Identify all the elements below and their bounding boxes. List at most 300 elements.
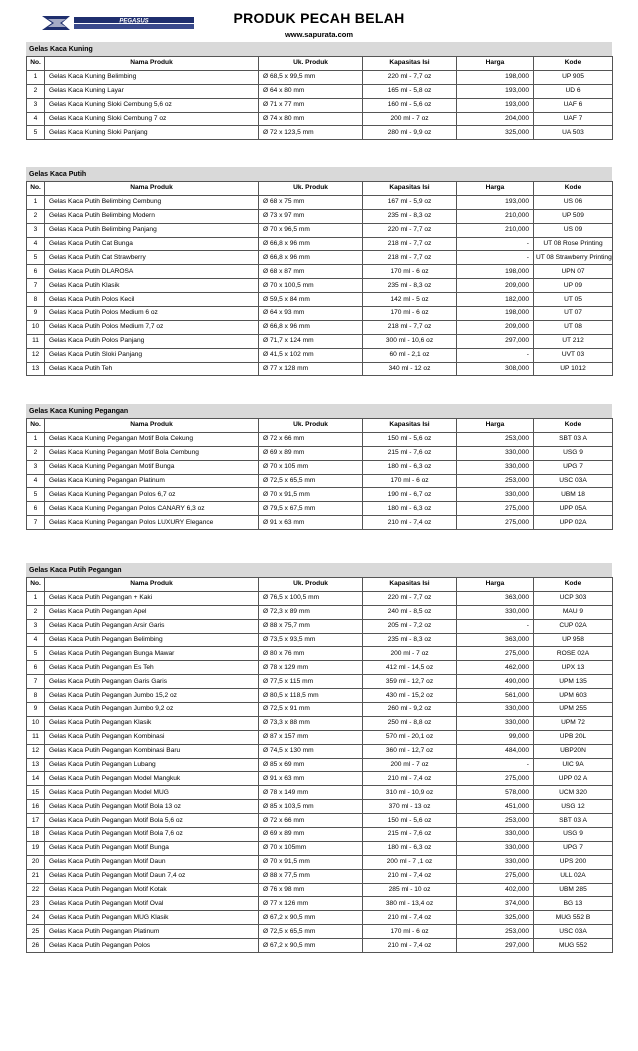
table-row — [27, 925, 613, 939]
cell-kapasitas: 370 ml - 13 oz — [363, 800, 457, 814]
table-row — [27, 84, 613, 98]
cell-kapasitas: 340 ml - 12 oz — [363, 362, 457, 376]
col-header-harga: Harga — [457, 57, 534, 71]
cell-harga: 99,000 — [457, 730, 534, 744]
cell-no: 9 — [27, 703, 45, 717]
cell-kode: USC 03A — [534, 925, 613, 939]
cell-no: 8 — [27, 293, 45, 307]
cell-nama-produk: Gelas Kaca Kuning Pegangan Motif Bunga — [45, 460, 259, 474]
cell-no: 4 — [27, 474, 45, 488]
cell-uk-produk: Ø 91 x 63 mm — [259, 772, 363, 786]
cell-kapasitas: 240 ml - 8,5 oz — [363, 605, 457, 619]
cell-nama-produk: Gelas Kaca Putih Cat Strawberry — [45, 251, 259, 265]
cell-nama-produk: Gelas Kaca Kuning Layar — [45, 84, 259, 98]
cell-uk-produk: Ø 74,5 x 130 mm — [259, 744, 363, 758]
cell-no: 1 — [27, 591, 45, 605]
cell-kode: UCP 303 — [534, 591, 613, 605]
cell-no: 8 — [27, 689, 45, 703]
cell-no: 1 — [27, 70, 45, 84]
col-header-nama: Nama Produk — [45, 182, 259, 196]
cell-kode: UPS 200 — [534, 855, 613, 869]
cell-no: 2 — [27, 605, 45, 619]
cell-kapasitas: 220 ml - 7,7 oz — [363, 223, 457, 237]
cell-kapasitas: 170 ml - 6 oz — [363, 265, 457, 279]
col-header-uk: Uk. Produk — [259, 578, 363, 592]
cell-harga: 363,000 — [457, 591, 534, 605]
cell-uk-produk: Ø 76 x 98 mm — [259, 883, 363, 897]
cell-uk-produk: Ø 70 x 91,5 mm — [259, 488, 363, 502]
cell-kode: UT 07 — [534, 307, 613, 321]
cell-nama-produk: Gelas Kaca Putih Pegangan Garis Garis — [45, 675, 259, 689]
cell-nama-produk: Gelas Kaca Kuning Pegangan Motif Bola Cembung — [45, 446, 259, 460]
col-header-kapasitas: Kapasitas Isi — [363, 182, 457, 196]
cell-no: 18 — [27, 828, 45, 842]
cell-kapasitas: 170 ml - 6 oz — [363, 925, 457, 939]
cell-kapasitas: 210 ml - 7,4 oz — [363, 939, 457, 953]
cell-kapasitas: 218 ml - 7,7 oz — [363, 251, 457, 265]
table-row — [27, 265, 613, 279]
cell-kode: UPG 7 — [534, 460, 613, 474]
table-row — [27, 828, 613, 842]
cell-nama-produk: Gelas Kaca Putih Polos Medium 6 oz — [45, 307, 259, 321]
section-gelas-kaca-kuning-pegangan — [26, 404, 612, 530]
cell-kode: US 06 — [534, 195, 613, 209]
cell-nama-produk: Gelas Kaca Putih Cat Bunga — [45, 237, 259, 251]
cell-uk-produk: Ø 79,5 x 67,5 mm — [259, 502, 363, 516]
cell-kode: UP 1012 — [534, 362, 613, 376]
cell-nama-produk: Gelas Kaca Kuning Sloki Cembung 5,6 oz — [45, 98, 259, 112]
cell-nama-produk: Gelas Kaca Putih Pegangan Es Teh — [45, 661, 259, 675]
cell-kapasitas: 60 ml - 2,1 oz — [363, 348, 457, 362]
cell-harga: 330,000 — [457, 446, 534, 460]
cell-nama-produk: Gelas Kaca Putih Pegangan Motif Bola 5,6 oz — [45, 814, 259, 828]
table-header-row — [27, 419, 613, 433]
cell-kode: CUP 02A — [534, 619, 613, 633]
col-header-harga: Harga — [457, 578, 534, 592]
table-header-row — [27, 57, 613, 71]
cell-nama-produk: Gelas Kaca Putih Pegangan Platinum — [45, 925, 259, 939]
cell-harga: 297,000 — [457, 939, 534, 953]
table-row — [27, 619, 613, 633]
cell-kode: UIC 9A — [534, 758, 613, 772]
cell-nama-produk: Gelas Kaca Putih Pegangan + Kaki — [45, 591, 259, 605]
cell-no: 7 — [27, 516, 45, 530]
col-header-harga: Harga — [457, 419, 534, 433]
cell-nama-produk: Gelas Kaca Kuning Sloki Panjang — [45, 126, 259, 140]
cell-harga: 484,000 — [457, 744, 534, 758]
cell-nama-produk: Gelas Kaca Putih Pegangan Motif Daun 7,4 oz — [45, 869, 259, 883]
cell-uk-produk: Ø 74 x 80 mm — [259, 112, 363, 126]
cell-harga: 275,000 — [457, 772, 534, 786]
cell-nama-produk: Gelas Kaca Putih Belimbing Cembung — [45, 195, 259, 209]
cell-kapasitas: 359 ml - 12,7 oz — [363, 675, 457, 689]
cell-nama-produk: Gelas Kaca Putih Pegangan Motif Daun — [45, 855, 259, 869]
table-row — [27, 869, 613, 883]
cell-nama-produk: Gelas Kaca Putih Pegangan Jumbo 15,2 oz — [45, 689, 259, 703]
cell-uk-produk: Ø 77 x 126 mm — [259, 897, 363, 911]
cell-no: 2 — [27, 446, 45, 460]
cell-uk-produk: Ø 66,8 x 96 mm — [259, 251, 363, 265]
cell-harga: 210,000 — [457, 209, 534, 223]
col-header-uk: Uk. Produk — [259, 182, 363, 196]
cell-no: 17 — [27, 814, 45, 828]
cell-harga: 193,000 — [457, 84, 534, 98]
cell-kode: UPG 7 — [534, 841, 613, 855]
cell-nama-produk: Gelas Kaca Kuning Pegangan Polos LUXURY Elegance — [45, 516, 259, 530]
cell-nama-produk: Gelas Kaca Putih Pegangan Motif Bola 7,6 oz — [45, 828, 259, 842]
cell-kode: MUG 552 B — [534, 911, 613, 925]
cell-kode: MAU 9 — [534, 605, 613, 619]
table-row — [27, 98, 613, 112]
cell-no: 13 — [27, 758, 45, 772]
cell-harga: 182,000 — [457, 293, 534, 307]
cell-uk-produk: Ø 67,2 x 90,5 mm — [259, 939, 363, 953]
cell-harga: 253,000 — [457, 474, 534, 488]
cell-harga: 330,000 — [457, 605, 534, 619]
cell-no: 4 — [27, 112, 45, 126]
cell-uk-produk: Ø 78 x 149 mm — [259, 786, 363, 800]
cell-harga: 363,000 — [457, 633, 534, 647]
col-header-kode: Kode — [534, 57, 613, 71]
table-row — [27, 362, 613, 376]
page-title: PRODUK PECAH BELAH — [233, 10, 405, 26]
cell-no: 22 — [27, 883, 45, 897]
cell-uk-produk: Ø 64 x 93 mm — [259, 307, 363, 321]
cell-kode: UVT 03 — [534, 348, 613, 362]
cell-uk-produk: Ø 87 x 157 mm — [259, 730, 363, 744]
cell-nama-produk: Gelas Kaca Kuning Sloki Cembung 7 oz — [45, 112, 259, 126]
cell-harga: 330,000 — [457, 703, 534, 717]
table-row — [27, 112, 613, 126]
cell-harga: 275,000 — [457, 647, 534, 661]
table-row — [27, 488, 613, 502]
cell-kode: USG 9 — [534, 828, 613, 842]
product-table — [26, 181, 613, 376]
cell-nama-produk: Gelas Kaca Kuning Pegangan Polos 6,7 oz — [45, 488, 259, 502]
cell-kode: UD 6 — [534, 84, 613, 98]
cell-kode: UBP20N — [534, 744, 613, 758]
section-gelas-kaca-kuning — [26, 42, 612, 140]
cell-no: 5 — [27, 251, 45, 265]
cell-nama-produk: Gelas Kaca Putih Pegangan Klasik — [45, 716, 259, 730]
cell-harga: 330,000 — [457, 488, 534, 502]
cell-uk-produk: Ø 88 x 75,7 mm — [259, 619, 363, 633]
col-header-kode: Kode — [534, 419, 613, 433]
table-row — [27, 744, 613, 758]
cell-nama-produk: Gelas Kaca Putih Pegangan Belimbing — [45, 633, 259, 647]
section-title: Gelas Kaca Kuning Pegangan — [26, 404, 612, 418]
cell-no: 7 — [27, 279, 45, 293]
cell-kapasitas: 235 ml - 8,3 oz — [363, 633, 457, 647]
cell-kapasitas: 310 ml - 10,9 oz — [363, 786, 457, 800]
col-header-nama: Nama Produk — [45, 578, 259, 592]
section-title: Gelas Kaca Putih Pegangan — [26, 563, 612, 577]
cell-no: 12 — [27, 744, 45, 758]
cell-no: 15 — [27, 786, 45, 800]
cell-kapasitas: 215 ml - 7,6 oz — [363, 446, 457, 460]
cell-harga: 297,000 — [457, 334, 534, 348]
cell-harga: 253,000 — [457, 925, 534, 939]
cell-kapasitas: 210 ml - 7,4 oz — [363, 516, 457, 530]
cell-uk-produk: Ø 64 x 80 mm — [259, 84, 363, 98]
cell-kapasitas: 570 ml - 20,1 oz — [363, 730, 457, 744]
cell-kode: UA 503 — [534, 126, 613, 140]
cell-uk-produk: Ø 41,5 x 102 mm — [259, 348, 363, 362]
cell-kode: US 09 — [534, 223, 613, 237]
cell-nama-produk: Gelas Kaca Kuning Pegangan Platinum — [45, 474, 259, 488]
cell-kode: UPP 05A — [534, 502, 613, 516]
cell-kapasitas: 360 ml - 12,7 oz — [363, 744, 457, 758]
cell-nama-produk: Gelas Kaca Kuning Belimbing — [45, 70, 259, 84]
cell-harga: - — [457, 348, 534, 362]
cell-nama-produk: Gelas Kaca Putih Klasik — [45, 279, 259, 293]
col-header-no: No. — [27, 419, 45, 433]
cell-uk-produk: Ø 68 x 75 mm — [259, 195, 363, 209]
table-row — [27, 772, 613, 786]
cell-kode: UAF 7 — [534, 112, 613, 126]
cell-kapasitas: 200 ml - 7 ,1 oz — [363, 855, 457, 869]
cell-uk-produk: Ø 69 x 89 mm — [259, 828, 363, 842]
table-row — [27, 209, 613, 223]
cell-harga: 402,000 — [457, 883, 534, 897]
cell-kapasitas: 180 ml - 6,3 oz — [363, 841, 457, 855]
cell-kapasitas: 160 ml - 5,6 oz — [363, 98, 457, 112]
cell-no: 23 — [27, 897, 45, 911]
cell-uk-produk: Ø 70 x 91,5 mm — [259, 855, 363, 869]
cell-kapasitas: 150 ml - 5,6 oz — [363, 814, 457, 828]
cell-nama-produk: Gelas Kaca Putih Pegangan Polos — [45, 939, 259, 953]
cell-nama-produk: Gelas Kaca Kuning Pegangan Polos CANARY 6,3 oz — [45, 502, 259, 516]
table-row — [27, 814, 613, 828]
table-row — [27, 647, 613, 661]
col-header-no: No. — [27, 578, 45, 592]
table-row — [27, 855, 613, 869]
table-row — [27, 800, 613, 814]
section-gelas-kaca-putih-pegangan — [26, 563, 612, 953]
cell-nama-produk: Gelas Kaca Putih Belimbing Panjang — [45, 223, 259, 237]
cell-nama-produk: Gelas Kaca Putih Pegangan Jumbo 9,2 oz — [45, 703, 259, 717]
cell-kapasitas: 167 ml - 5,9 oz — [363, 195, 457, 209]
col-header-kapasitas: Kapasitas Isi — [363, 419, 457, 433]
cell-kode: UBM 18 — [534, 488, 613, 502]
cell-kode: BG 13 — [534, 897, 613, 911]
cell-nama-produk: Gelas Kaca Putih Pegangan Apel — [45, 605, 259, 619]
col-header-kode: Kode — [534, 182, 613, 196]
cell-kode: USG 12 — [534, 800, 613, 814]
cell-uk-produk: Ø 78 x 129 mm — [259, 661, 363, 675]
table-row — [27, 320, 613, 334]
cell-kapasitas: 165 ml - 5,8 oz — [363, 84, 457, 98]
table-row — [27, 911, 613, 925]
cell-uk-produk: Ø 70 x 100,5 mm — [259, 279, 363, 293]
cell-kapasitas: 430 ml - 15,2 oz — [363, 689, 457, 703]
table-row — [27, 237, 613, 251]
col-header-kode: Kode — [534, 578, 613, 592]
table-row — [27, 334, 613, 348]
col-header-uk: Uk. Produk — [259, 57, 363, 71]
cell-harga: 330,000 — [457, 460, 534, 474]
cell-nama-produk: Gelas Kaca Putih Pegangan Motif Kotak — [45, 883, 259, 897]
cell-harga: 275,000 — [457, 502, 534, 516]
cell-kapasitas: 150 ml - 5,6 oz — [363, 432, 457, 446]
cell-no: 4 — [27, 633, 45, 647]
table-row — [27, 70, 613, 84]
cell-no: 2 — [27, 84, 45, 98]
cell-harga: 193,000 — [457, 98, 534, 112]
cell-kode: UT 08 Strawberry Printing — [534, 251, 613, 265]
cell-uk-produk: Ø 76,5 x 100,5 mm — [259, 591, 363, 605]
col-header-no: No. — [27, 182, 45, 196]
cell-nama-produk: Gelas Kaca Putih Pegangan Lubang — [45, 758, 259, 772]
cell-no: 16 — [27, 800, 45, 814]
cell-uk-produk: Ø 72,5 x 65,5 mm — [259, 925, 363, 939]
cell-uk-produk: Ø 80,5 x 118,5 mm — [259, 689, 363, 703]
cell-harga: 325,000 — [457, 911, 534, 925]
table-row — [27, 307, 613, 321]
cell-uk-produk: Ø 66,8 x 96 mm — [259, 320, 363, 334]
cell-no: 6 — [27, 661, 45, 675]
cell-no: 5 — [27, 647, 45, 661]
cell-harga: - — [457, 251, 534, 265]
cell-kapasitas: 170 ml - 6 oz — [363, 474, 457, 488]
table-row — [27, 474, 613, 488]
cell-kode: UP 09 — [534, 279, 613, 293]
cell-kode: USC 03A — [534, 474, 613, 488]
table-header-row — [27, 182, 613, 196]
cell-harga: 330,000 — [457, 828, 534, 842]
cell-harga: 462,000 — [457, 661, 534, 675]
table-row — [27, 939, 613, 953]
cell-no: 5 — [27, 488, 45, 502]
cell-kode: UAF 6 — [534, 98, 613, 112]
cell-kapasitas: 210 ml - 7,4 oz — [363, 772, 457, 786]
cell-nama-produk: Gelas Kaca Putih Pegangan Motif Oval — [45, 897, 259, 911]
cell-kode: UT 05 — [534, 293, 613, 307]
cell-no: 4 — [27, 237, 45, 251]
table-row — [27, 758, 613, 772]
cell-uk-produk: Ø 91 x 63 mm — [259, 516, 363, 530]
cell-no: 19 — [27, 841, 45, 855]
table-row — [27, 883, 613, 897]
table-row — [27, 446, 613, 460]
cell-harga: 198,000 — [457, 307, 534, 321]
table-row — [27, 605, 613, 619]
cell-harga: 210,000 — [457, 223, 534, 237]
cell-harga: 209,000 — [457, 320, 534, 334]
cell-nama-produk: Gelas Kaca Putih Sloki Panjang — [45, 348, 259, 362]
col-header-harga: Harga — [457, 182, 534, 196]
cell-kode: UT 08 — [534, 320, 613, 334]
cell-harga: 330,000 — [457, 841, 534, 855]
cell-kapasitas: 300 ml - 10,6 oz — [363, 334, 457, 348]
cell-no: 6 — [27, 502, 45, 516]
cell-kode: SBT 03 A — [534, 432, 613, 446]
cell-kode: UPM 255 — [534, 703, 613, 717]
table-row — [27, 460, 613, 474]
cell-kapasitas: 215 ml - 7,6 oz — [363, 828, 457, 842]
cell-harga: 330,000 — [457, 855, 534, 869]
cell-kapasitas: 180 ml - 6,3 oz — [363, 460, 457, 474]
cell-harga: 374,000 — [457, 897, 534, 911]
cell-no: 24 — [27, 911, 45, 925]
cell-uk-produk: Ø 72 x 123,5 mm — [259, 126, 363, 140]
cell-nama-produk: Gelas Kaca Putih Polos Kecil — [45, 293, 259, 307]
cell-harga: 578,000 — [457, 786, 534, 800]
cell-uk-produk: Ø 66,8 x 96 mm — [259, 237, 363, 251]
cell-kapasitas: 210 ml - 7,4 oz — [363, 911, 457, 925]
cell-nama-produk: Gelas Kaca Putih Polos Panjang — [45, 334, 259, 348]
cell-kapasitas: 260 ml - 9,2 oz — [363, 703, 457, 717]
cell-kode: UBM 285 — [534, 883, 613, 897]
cell-harga: 209,000 — [457, 279, 534, 293]
cell-uk-produk: Ø 72 x 66 mm — [259, 432, 363, 446]
cell-kapasitas: 170 ml - 6 oz — [363, 307, 457, 321]
cell-nama-produk: Gelas Kaca Putih Pegangan Motif Bunga — [45, 841, 259, 855]
cell-kode: UT 08 Rose Printing — [534, 237, 613, 251]
cell-no: 21 — [27, 869, 45, 883]
table-row — [27, 223, 613, 237]
cell-kapasitas: 200 ml - 7 oz — [363, 112, 457, 126]
cell-kode: ROSE 02A — [534, 647, 613, 661]
cell-harga: 198,000 — [457, 265, 534, 279]
cell-harga: 451,000 — [457, 800, 534, 814]
cell-uk-produk: Ø 70 x 105mm — [259, 841, 363, 855]
cell-kapasitas: 205 ml - 7,2 oz — [363, 619, 457, 633]
cell-uk-produk: Ø 88 x 77,5 mm — [259, 869, 363, 883]
cell-no: 10 — [27, 716, 45, 730]
cell-kapasitas: 218 ml - 7,7 oz — [363, 320, 457, 334]
cell-kode: UP 509 — [534, 209, 613, 223]
cell-nama-produk: Gelas Kaca Putih Pegangan Arsir Garis — [45, 619, 259, 633]
col-header-nama: Nama Produk — [45, 57, 259, 71]
cell-no: 3 — [27, 460, 45, 474]
cell-no: 7 — [27, 675, 45, 689]
cell-harga: 253,000 — [457, 432, 534, 446]
table-row — [27, 591, 613, 605]
table-row — [27, 716, 613, 730]
cell-uk-produk: Ø 72,3 x 89 mm — [259, 605, 363, 619]
cell-nama-produk: Gelas Kaca Putih Pegangan Model Mangkuk — [45, 772, 259, 786]
cell-uk-produk: Ø 77,5 x 115 mm — [259, 675, 363, 689]
cell-no: 11 — [27, 730, 45, 744]
svg-text:PEGASUS: PEGASUS — [119, 18, 149, 25]
cell-harga: - — [457, 758, 534, 772]
product-table — [26, 418, 613, 530]
section-gelas-kaca-putih — [26, 167, 612, 376]
cell-uk-produk: Ø 73,3 x 88 mm — [259, 716, 363, 730]
table-row — [27, 841, 613, 855]
cell-no: 6 — [27, 265, 45, 279]
cell-kode: UPP 02A — [534, 516, 613, 530]
cell-nama-produk: Gelas Kaca Putih Pegangan Kombinasi — [45, 730, 259, 744]
cell-uk-produk: Ø 72 x 66 mm — [259, 814, 363, 828]
cell-kode: UPN 07 — [534, 265, 613, 279]
cell-kode: UP 905 — [534, 70, 613, 84]
cell-nama-produk: Gelas Kaca Putih Teh — [45, 362, 259, 376]
cell-uk-produk: Ø 72,5 x 65,5 mm — [259, 474, 363, 488]
cell-no: 25 — [27, 925, 45, 939]
cell-uk-produk: Ø 59,5 x 84 mm — [259, 293, 363, 307]
cell-nama-produk: Gelas Kaca Putih Pegangan MUG Klasik — [45, 911, 259, 925]
cell-kode: UPB 20L — [534, 730, 613, 744]
cell-no: 2 — [27, 209, 45, 223]
cell-kode: USG 9 — [534, 446, 613, 460]
cell-uk-produk: Ø 68,5 x 99,5 mm — [259, 70, 363, 84]
table-row — [27, 516, 613, 530]
cell-kapasitas: 235 ml - 8,3 oz — [363, 209, 457, 223]
cell-kapasitas: 250 ml - 8,8 oz — [363, 716, 457, 730]
cell-nama-produk: Gelas Kaca Putih Polos Medium 7,7 oz — [45, 320, 259, 334]
